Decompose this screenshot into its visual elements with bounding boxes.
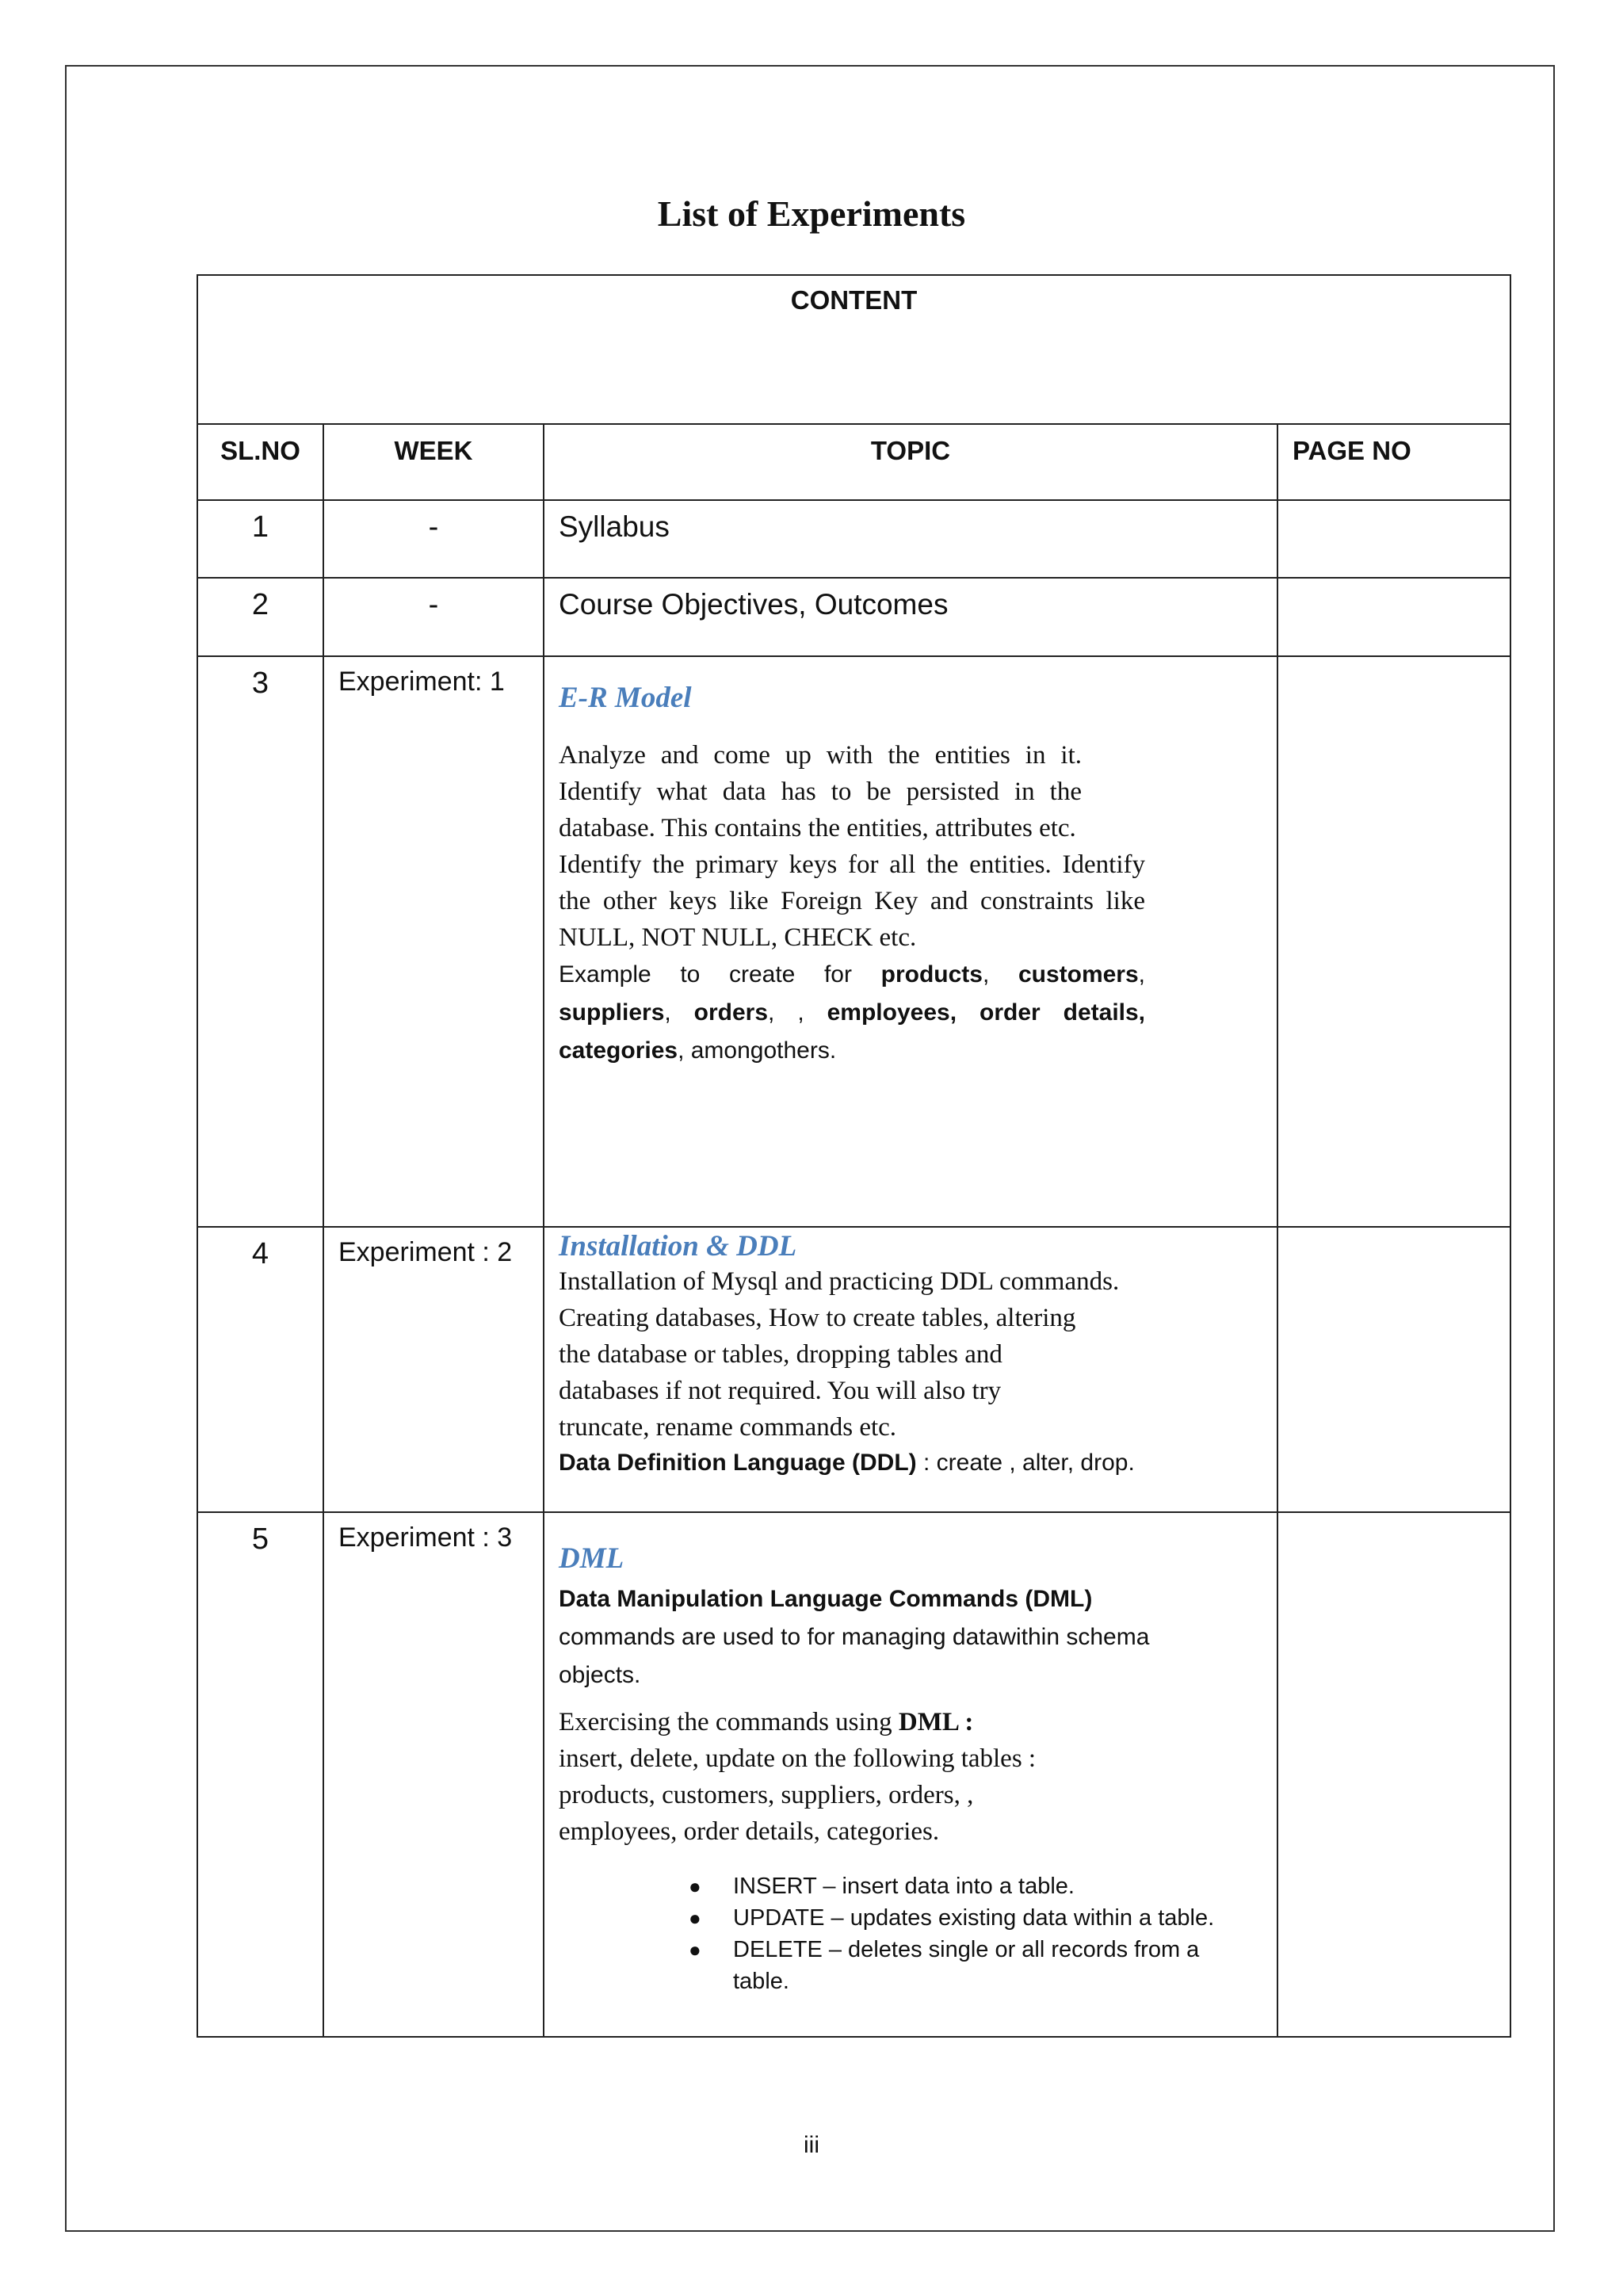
example-products: products [880,961,983,988]
row-page [1277,1227,1510,1512]
row-page [1277,656,1510,1227]
experiment-line: databases if not required. You will also try [559,1377,1002,1405]
dml-exercise-prefix: Exercising the commands using [559,1708,899,1736]
dml-exercise-line: employees, order details, categories. [559,1817,940,1846]
experiment-heading: Installation & DDL [559,1230,797,1263]
row-slno: 3 [197,656,323,1227]
list-item: ● DELETE – deletes single or all records from a table. [689,1937,1200,1994]
row-week: - [323,500,544,578]
row-slno: 5 [197,1512,323,2037]
example-categories: categories [559,1037,678,1064]
experiment-paragraph: Identify the primary keys for all the entities. Identify the other keys like Foreign Key and constraints like NULL, NOT NULL, CHECK etc. [559,850,1145,952]
table-row [197,656,1510,1227]
contents-table [197,274,1511,2038]
content-header: CONTENT [197,275,1510,424]
column-header-topic: TOPIC [544,424,1277,500]
dml-description: objects. [559,1662,641,1688]
experiment-line: Creating databases, How to create tables, altering [559,1304,1076,1332]
page-number: iii [804,2132,819,2158]
page-title: List of Experiments [657,193,966,234]
example-prefix: Example to create for [559,961,852,988]
list-item: ● INSERT – insert data into a table. [689,1874,1075,1899]
experiment-line: Installation of Mysql and practicing DDL commands. [559,1267,1120,1296]
list-item: ● UPDATE – updates existing data within a table. [689,1905,1215,1931]
row-week: Experiment : 2 [323,1227,544,1512]
row-week: Experiment: 1 [323,656,544,1227]
dml-title: Data Manipulation Language Commands (DML) [559,1586,1093,1612]
example-suppliers: suppliers [559,999,665,1026]
table-row [197,500,1510,578]
experiment-example: Example to create for products, customers, suppliers, orders, , employees, order details, categories, amongothers. [559,961,1146,1064]
column-header-row [197,424,1510,500]
experiment-line: truncate, rename commands etc. [559,1413,897,1442]
experiment-line: the database or tables, dropping tables and [559,1340,1002,1369]
column-header-page: PAGE NO [1277,424,1510,500]
experiment-heading: DML [559,1542,624,1575]
row-slno: 4 [197,1227,323,1512]
example-employees: employees, order details, [827,999,1146,1026]
table-row [197,578,1510,656]
dml-exercise-line: insert, delete, update on the following tables : [559,1744,1037,1773]
dml-description: commands are used to for managing datawithin schema [559,1624,1150,1650]
dml-exercise-line [559,1704,1262,1740]
table-row [197,1227,1510,1512]
example-suffix: , amongothers. [678,1037,837,1064]
example-customers: customers [1018,961,1139,988]
row-topic [544,1512,1277,2037]
row-topic [544,1227,1277,1512]
ddl-label: Data Definition Language (DDL) [559,1450,917,1476]
row-week: - [323,578,544,656]
row-topic [544,656,1277,1227]
row-page [1277,500,1510,578]
row-page [1277,578,1510,656]
dml-command-list [559,1870,1262,1997]
example-orders: orders [693,999,769,1026]
ddl-line [559,1446,1262,1480]
row-slno: 2 [197,578,323,656]
column-header-slno: SL.NO [197,424,323,500]
experiment-paragraph: Analyze and come up with the entities in it. Identify what data has to be persisted in the database. This contains the entities, attributes etc. [559,741,1082,842]
content-header-row [197,275,1510,424]
row-topic: Course Objectives, Outcomes [544,578,1277,656]
ddl-commands: : create , alter, drop. [916,1450,1135,1476]
row-page [1277,1512,1510,2037]
dml-exercise-line: products, customers, suppliers, orders, , [559,1781,974,1809]
row-week: Experiment : 3 [323,1512,544,2037]
row-slno: 1 [197,500,323,578]
row-topic: Syllabus [544,500,1277,578]
column-header-week: WEEK [323,424,544,500]
table-row [197,1512,1510,2037]
experiment-heading: E-R Model [559,682,692,714]
dml-exercise-bold: DML : [898,1708,974,1736]
